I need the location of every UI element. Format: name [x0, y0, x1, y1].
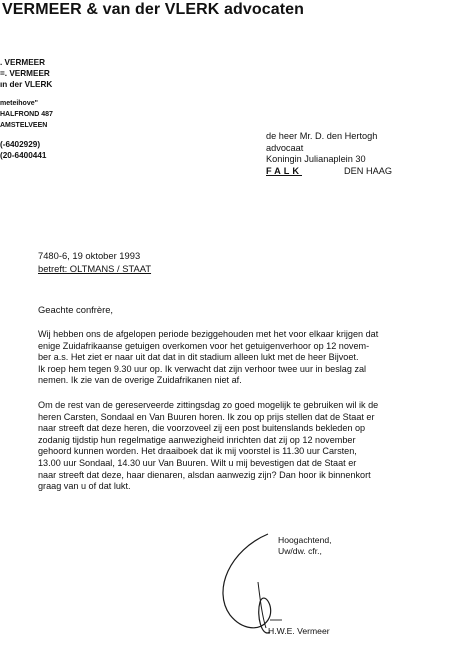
recipient-block — [266, 131, 392, 177]
paragraph-line: Om de rest van de gereserveerde zittingsdag zo goed mogelijk te gebruiken wil ik de — [38, 400, 379, 410]
sender-name: ın der VLERK — [0, 80, 53, 89]
paragraph-line: naar streeft dat deze heren, die voorzoveel zij een post buitenslands bekleden op — [38, 423, 366, 434]
recipient-title: advocaat — [266, 142, 304, 153]
reference-date: 7480-6, 19 oktober 1993 — [38, 250, 141, 261]
sender-building: meteihove" — [0, 100, 38, 107]
sender-phone: (-6402929) — [0, 140, 41, 149]
recipient-fax-label: FALK — [266, 165, 302, 176]
sender-street: HALFROND 487 — [0, 111, 53, 118]
paragraph-line: 13.00 uur Sondaal, 14.30 uur Van Buuren. Wilt u mij bevestigen dat de Staat er — [38, 457, 357, 468]
paragraph-line: Wij hebben ons de afgelopen periode beziggehouden met het voor elkaar krijgen dat — [38, 329, 379, 339]
letterhead-firm-name: VERMEER & van der VLERK advocaten — [2, 1, 305, 18]
closing-greeting: Hoogachtend, — [278, 535, 332, 545]
salutation: Geachte confrère, — [38, 304, 114, 315]
paragraph-line: enige Zuidafrikaanse getuigen overkomen voor het getuigenverhoor op 12 novem- — [38, 340, 370, 351]
recipient-city: DEN HAAG — [344, 165, 392, 176]
paragraph-line: zodanig tijdstip hun regelmatige aanwezigheid inrichten dat zij op 12 november — [38, 434, 356, 445]
sender-phone: (20-6400441 — [0, 151, 47, 160]
recipient-street: Koningin Julianaplein 30 — [266, 154, 366, 164]
paragraph-line: heren Carsten, Sondaal en Van Buuren horen. Ik zou op prijs stellen dat de Staat er — [38, 411, 375, 422]
paragraph-line: naar streeft dat deze, haar dienaren, alsdan aanwezig zijn? Dan hoor ik binnenkort — [38, 469, 371, 480]
recipient-name: de heer Mr. D. den Hertogh — [266, 131, 378, 141]
sender-city: AMSTELVEEN — [0, 122, 48, 129]
paragraph-line: Ik roep hem tegen 9.30 uur op. Ik verwacht dat zijn verhoor twee uur in beslag zal — [38, 363, 367, 374]
body-paragraph-1 — [38, 329, 448, 387]
body-paragraph-2 — [38, 400, 448, 493]
signer-name: H.W.E. Vermeer — [268, 626, 330, 636]
sender-block — [0, 57, 53, 161]
paragraph-line: graag van u of dat lukt. — [38, 481, 131, 492]
reference-subject: betreft: OLTMANS / STAAT — [38, 263, 152, 274]
paragraph-line: ber a.s. Het ziet er naar uit dat dat in dit stadium alleen lukt met de heer Bijvoet. — [38, 352, 359, 363]
paragraph-line: gehoord kunnen worden. Het draaiboek dat ik mij voorstel is 11.30 uur Carsten, — [38, 446, 357, 457]
paragraph-line: nemen. Ik zie van de overige Zuidafrikanen niet af. — [38, 375, 242, 386]
closing-sign-off: Uw/dw. cfr., — [278, 546, 322, 556]
sender-name: =. VERMEER — [0, 69, 50, 78]
sender-name: . VERMEER — [0, 58, 46, 67]
reference-block — [38, 249, 151, 275]
